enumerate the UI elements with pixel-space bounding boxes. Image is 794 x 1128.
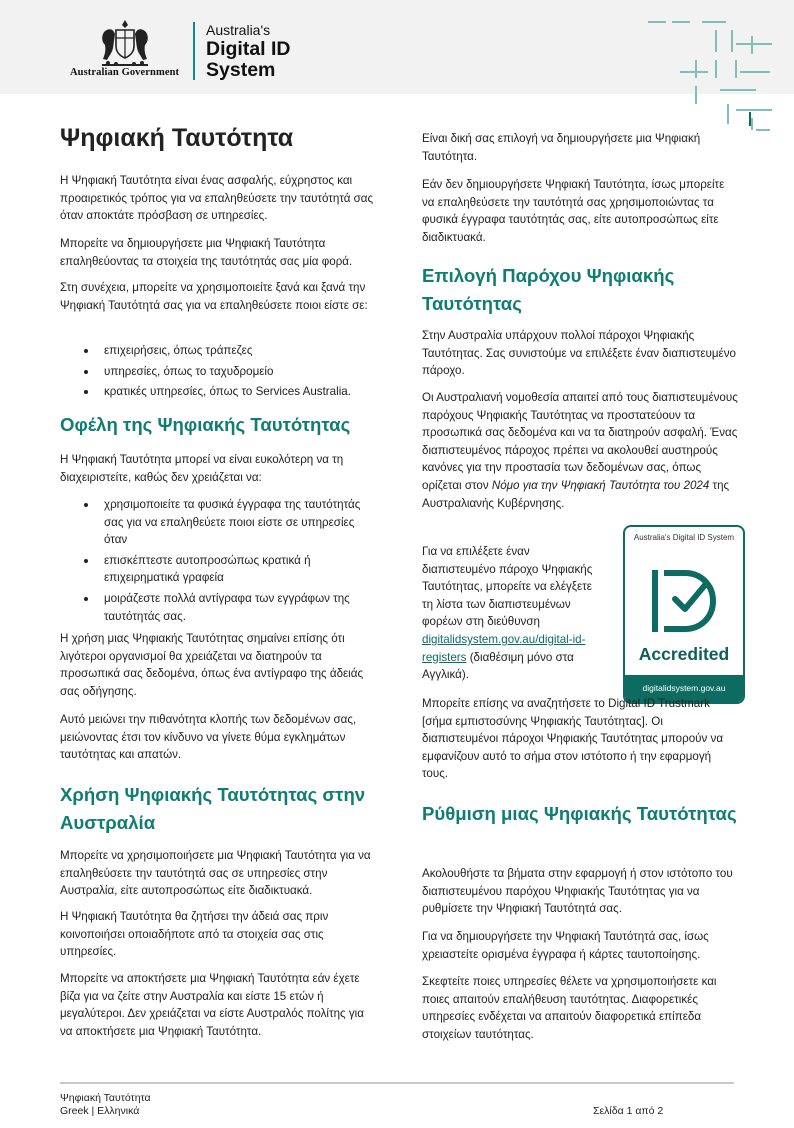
- registers-text: Για να επιλέξετε έναν διαπιστευμένο πάροχο Ψηφιακής Ταυτότητας, μπορείτε να ελέγξετε τη λίστα των διαπιστευμένων φορέων στη διεύθυνση: [422, 545, 593, 629]
- law-title: Νόμο για την Ψηφιακή Ταυτότητα του 2024: [491, 478, 710, 492]
- list-item: μοιράζεστε πολλά αντίγραφα των εγγράφων της ταυτότητάς σας.: [80, 590, 370, 625]
- brand-line-2: Digital ID: [206, 38, 291, 60]
- data-theft-paragraph: Αυτό μειώνει την πιθανότητα κλοπής των δεδομένων σας, μειώνοντας έτσι τον κίνδυνο να γίνετε θύμα εγκλημάτων ταυτότητας και απατών.: [60, 713, 357, 762]
- page-title: Ψηφιακή Ταυτότητα: [60, 124, 294, 152]
- fewer-organisations-paragraph: Η χρήση μιας Ψηφιακής Ταυτότητας σημαίνει επίσης ότι λιγότεροι οργανισμοί θα χρειάζεται να διατηρούν τα προσωπικά σας δεδομένα, όπως ένα αντίγραφο της άδειάς σας οδήγησης.: [60, 632, 364, 698]
- alternative-paragraph: Εάν δεν δημιουργήσετε Ψηφιακή Ταυτότητα, ίσως μπορείτε να επαληθεύσετε την ταυτότητά σας χρησιμοποιώντας τα φυσικά έγγραφα ταυτότητάς σας, είτε αυτοπροσώπως είτε διαδικτυακά.: [422, 178, 725, 244]
- setup-steps-paragraph: Ακολουθήστε τα βήματα στην εφαρμογή ή στον ιστότοπο του διαπιστευμένου παρόχου Ψηφιακής Ταυτότητας για να ρυθμίσετε την Ψηφιακή Ταυτότητά σας.: [422, 867, 733, 916]
- heading-use-in-australia: Χρήση Ψηφιακής Ταυτότητας στην Αυστραλία: [60, 784, 366, 833]
- services-paragraph: Σκεφτείτε ποιες υπηρεσίες θέλετε να χρησιμοποιήσετε και ποιες απαιτούν επαλήθευση ταυτότητας. Διαφορετικές υπηρεσίες ενδέχεται να απαιτούν διαφορετικά επίπεδα στοιχείων ταυτότητας.: [422, 975, 717, 1041]
- legislation-text: Οι Αυστραλιανή νομοθεσία απαιτεί από τους διαπιστευμένους παρόχους Ψηφιακής Ταυτότητας να προστατεύουν τα προσωπικά σας δεδομένα και να τα διατηρούν ασφαλή. Ένας διαπιστευμένος πάροχος πρέπει να ακολουθεί αυστηρούς κανόνες για την προστασία των δεδομένων σας, όπως ορίζεται στον: [422, 391, 738, 492]
- brand-line-3: System: [206, 59, 276, 81]
- consent-paragraph: Η Ψηφιακή Ταυτότητα θα ζητήσει την άδειά σας πριν κοινοποιήσει οποιαδήποτε από τα στοιχεία σας στις υπηρεσίες.: [60, 910, 329, 959]
- badge-title: Australia's Digital ID System: [633, 533, 735, 542]
- heading-benefits: Οφέλη της Ψηφιακής Ταυτότητας: [60, 414, 351, 435]
- use-paragraph: Μπορείτε να χρησιμοποιήσετε μια Ψηφιακή Ταυτότητα για να επαληθεύσετε την ταυτότητά σας σε υπηρεσίες στην Αυστραλία, είτε αυτοπροσώπως είτε διαδικτυακά.: [60, 849, 371, 898]
- accredited-label: Accredited: [638, 644, 730, 664]
- heading-set-up: Ρύθμιση μιας Ψηφιακής Ταυτότητας: [422, 803, 737, 824]
- registers-text-end: (διαθέσιμη μόνο στα Αγγλικά).: [422, 650, 574, 682]
- list-item: επισκέπτεστε αυτοπροσώπως κρατικά ή επιχειρηματικά γραφεία: [80, 552, 370, 587]
- badge-url: digitalidsystem.gov.au: [625, 675, 743, 702]
- government-label: Australian Government: [70, 67, 180, 78]
- header-divider: [193, 22, 195, 80]
- footer-doc-title: Ψηφιακή Ταυτότητα: [60, 1092, 151, 1104]
- brand-line-1: Australia's: [206, 22, 271, 38]
- list-item: κρατικές υπηρεσίες, όπως το Services Australia.: [80, 383, 370, 401]
- list-item: χρησιμοποιείτε τα φυσικά έγγραφα της ταυτότητάς σας για να επαληθεύετε ποιοι είστε σε υπηρεσίες όταν: [80, 496, 370, 549]
- eligibility-paragraph: Μπορείτε να αποκτήσετε μια Ψηφιακή Ταυτότητα εάν έχετε βίζα για να ζείτε στην Αυστραλία και είστε 15 ετών ή μεγαλύτεροι. Δεν χρειάζεται να είστε Αυστραλός πολίτης για να αποκτήσετε μια Ψηφιακή Ταυτότητα.: [60, 972, 364, 1038]
- intro-paragraph: Η Ψηφιακή Ταυτότητα είναι ένας ασφαλής, εύχρηστος και προαιρετικός τρόπος για να επαληθεύσετε την ταυτότητά σας όταν αποκτάτε πρόσβαση σε υπηρεσίες.: [60, 174, 374, 223]
- coat-of-arms-icon: [94, 18, 156, 70]
- footer-language: Greek | Ελληνικά: [60, 1105, 140, 1117]
- trustmark-paragraph: Μπορείτε επίσης να αναζητήσετε το Digital ID Trustmark [σήμα εμπιστοσύνης Ψηφιακής Ταυτότητας]. Οι διαπιστευμένοι πάροχοι Ψηφιακής Ταυτότητας μπορούν να εμφανίζουν αυτό το σήμα στον ιστότοπο ή την εφαρμογή τους.: [422, 697, 724, 781]
- brand-logo-text: [206, 22, 291, 81]
- benefits-list: [80, 496, 370, 628]
- heading-choose-provider: Επιλογή Παρόχου Ψηφιακής Ταυτότητας: [422, 265, 675, 314]
- digital-id-logo-icon: [647, 569, 721, 633]
- documents-paragraph: Για να δημιουργήσετε την Ψηφιακή Ταυτότητά σας, ίσως χρειαστείτε ορισμένα έγγραφα ή κάρτες ταυτοποίησης.: [422, 930, 709, 961]
- decorative-lines-graphic: [640, 0, 794, 140]
- footer-page-number: Σελίδα 1 από 2: [593, 1105, 664, 1117]
- reuse-list: [80, 342, 370, 404]
- list-item: επιχειρήσεις, όπως τράπεζες: [80, 342, 370, 360]
- registers-paragraph: [422, 543, 602, 684]
- create-paragraph: Μπορείτε να δημιουργήσετε μια Ψηφιακή Ταυτότητα επαληθεύοντας τα στοιχεία της ταυτότητάς σας μία φορά.: [60, 237, 353, 268]
- benefits-paragraph: Η Ψηφιακή Ταυτότητα μπορεί να είναι ευκολότερη να τη διαχειριστείτε, καθώς δεν χρειάζεται να:: [60, 453, 344, 484]
- footer-rule: [60, 1082, 734, 1084]
- choice-paragraph: Είναι δική σας επιλογή να δημιουργήσετε μια Ψηφιακή Ταυτότητα.: [422, 132, 701, 163]
- accredited-badge: [623, 525, 745, 704]
- list-item: υπηρεσίες, όπως το ταχυδρομείο: [80, 363, 370, 381]
- legislation-text-end: της Αυστραλιανής Κυβέρνησης.: [422, 478, 730, 510]
- legislation-paragraph: [422, 389, 738, 512]
- registers-link[interactable]: digitalidsystem.gov.au/digital-id-registers: [422, 632, 586, 664]
- reuse-paragraph: Στη συνέχεια, μπορείτε να χρησιμοποιείτε ξανά και ξανά την Ψηφιακή Ταυτότητά σας για να επαληθεύσετε ποιοι είστε σε:: [60, 281, 368, 312]
- providers-paragraph: Στην Αυστραλία υπάρχουν πολλοί πάροχοι Ψηφιακής Ταυτότητας. Σας συνιστούμε να επιλέξετε έναν διαπιστευμένο πάροχο.: [422, 329, 736, 378]
